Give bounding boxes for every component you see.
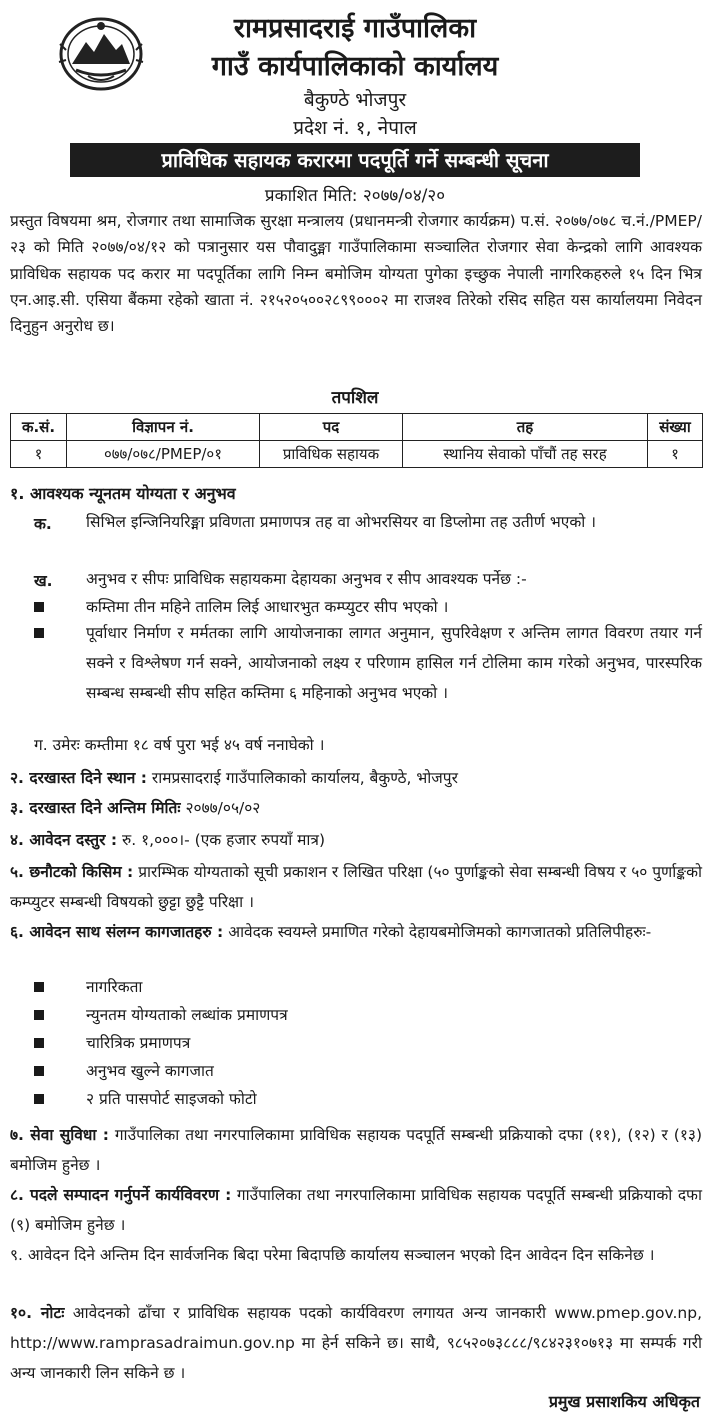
section-10-label: १०. नोटः [10, 1304, 65, 1322]
section-6 [10, 917, 702, 947]
section-1-ka-label: क. [34, 515, 52, 533]
bullet-square-icon [34, 1094, 44, 1104]
office-location: बैकुण्ठे भोजपुर [303, 89, 407, 111]
list-item: नागरिकता [86, 978, 143, 996]
section-8 [10, 1180, 702, 1240]
section-7 [10, 1120, 702, 1180]
bullet-square-icon [34, 602, 44, 612]
section-2-value: रामप्रसादराई गाउँपालिकाको कार्यालय, बैकुण्ठे, भोजपुर [146, 769, 458, 787]
list-item: न्युनतम योग्यताको लब्धांक प्रमाणपत्र [86, 1006, 288, 1024]
bullet-square-icon [34, 1066, 44, 1076]
header-cell-level: तह [403, 414, 648, 441]
list-item: चारित्रिक प्रमाणपत्र [86, 1034, 191, 1052]
section-4-label: ४. आवेदन दस्तुर : [10, 831, 118, 849]
section-7-label: ७. सेवा सुविधा : [10, 1126, 109, 1144]
header-cell-count: संख्या [648, 414, 703, 441]
section-6-value: आवेदक स्वयम्ले प्रमाणित गरेको देहायबमोजिमको कागजातको प्रतिलिपीहरुः- [223, 923, 652, 941]
cell-serial: १ [11, 441, 67, 468]
section-1-bullet-1: कम्तिमा तीन महिने तालिम लिई आधारभुत कम्प्युटर सीप भएको । [86, 598, 449, 616]
section-1-title: १. आवश्यक न्यूनतम योग्यता र अनुभव [10, 484, 236, 503]
section-1-ga: ग. उमेरः कम्तीमा १८ वर्ष पुरा भई ४५ वर्ष ननाघेको । [34, 736, 325, 754]
section-3-label: ३. दरखास्त दिने अन्तिम मितिः [10, 799, 181, 817]
header-cell-serial: क.सं. [11, 414, 67, 441]
section-10-value: आवेदनको ढाँचा र प्राविधिक सहायक पदको कार्यविवरण लगायत अन्य जानकारी www.pmep.gov.np, http://www.ramprasadraimun.gov.np मा हेर्न सकिने छ। साथै, ९८५२०७३८८८/९८४२३१०७१३ मा सम्पर्क गरी अन्य जानकारी लिन सकिने छ । [10, 1304, 702, 1382]
section-1-bullet-2: पूर्वाधार निर्माण र मर्मतका लागि आयोजनाका लागत अनुमान, सुपरिवेक्षण र अन्तिम लागत विवरण तयार गर्न सक्ने र विश्लेषण गर्न सक्ने, आयोजनाको लक्ष्य र परिणाम हासिल गर्न टोलिमा काम गरेको अनुभव, पारस्परिक सम्बन्ध सम्बन्धी सीप सहित कम्तिमा ६ महिनाको अनुभव भएको । [86, 624, 702, 702]
office-province: प्रदेश नं. १, नेपाल [293, 117, 417, 139]
list-item: अनुभव खुल्ने कागजात [86, 1062, 214, 1080]
intro-paragraph: प्रस्तुत विषयमा श्रम, रोजगार तथा सामाजिक सुरक्षा मन्त्रालय (प्रधानमन्त्री रोजगार कार्यक्रम) प.सं. २०७७/०७८ च.नं./PMEP/२३ को मिति २०७७/०४/१२ को पत्रानुसार यस पौवादुङ्मा गाउँपालिकामा सञ्चालित रोजगार सेवा केन्द्रको लागि आवश्यक प्राविधिक सहायक पद करार मा पदपूर्तिका लागि निम्न बमोजिम योग्यता पुगेका इच्छुक नेपाली नागरिकहरुले १५ दिन भित्र एन.आइ.सी. एसिया बैंकमा रहेको खाता नं. २१५२०५००२८९९०००२ मा राजश्व तिरेको रसिद सहित यस कार्यालयमा निवेदन दिनुहुन अनुरोध छ। [10, 212, 702, 336]
table-header-row [11, 414, 703, 441]
vacancy-table [10, 413, 703, 468]
section-7-value: गाउँपालिका तथा नगरपालिकामा प्राविधिक सहायक पदपूर्ति सम्बन्धी प्रक्रियाको दफा (११), (१२) र (१३) बमोजिम हुनेछ । [10, 1126, 702, 1174]
cell-count: १ [648, 441, 703, 468]
section-1-kha-label: ख. [34, 572, 53, 590]
bullet-square-icon [34, 1010, 44, 1020]
section-10 [10, 1298, 702, 1388]
section-6-label: ६. आवेदन साथ संलग्न कागजातहरु : [10, 923, 224, 941]
section-8-value: गाउँपालिका तथा नगरपालिकामा प्राविधिक सहायक पदपूर्ति सम्बन्धी प्रक्रियाको दफा (९) बमोजिम हुनेछ । [10, 1186, 703, 1234]
section-1-ka-text: सिभिल इन्जिनियरिङ्मा प्रविणता प्रमाणपत्र तह वा ओभरसियर वा डिप्लोमा तह उतीर्ण भएको । [86, 513, 597, 531]
section-8-label: ८. पदले सम्पादन गर्नुपर्ने कार्यविवरण : [10, 1186, 232, 1204]
cell-post: प्राविधिक सहायक [260, 441, 403, 468]
list-item: २ प्रति पासपोर्ट साइजको फोटो [86, 1090, 257, 1108]
header-cell-ad-number: विज्ञापन नं. [67, 414, 260, 441]
notice-title: प्राविधिक सहायक करारमा पदपूर्ति गर्ने सम्बन्धी सूचना [70, 143, 640, 177]
section-1-kha-text: अनुभव र सीपः प्राविधिक सहायकमा देहायका अनुभव र सीप आवश्यक पर्नेछ :- [86, 570, 527, 588]
cell-ad-number: ०७७/०७८/PMEP/०१ [67, 441, 260, 468]
published-date: प्रकाशित मिति: २०७७/०४/२० [264, 186, 446, 206]
section-5-value: प्रारम्भिक योग्यताको सूची प्रकाशन र लिखित परिक्षा (५० पुर्णाङ्कको सेवा सम्बन्धी विषय र ५० पुर्णाङ्कको कम्प्युटर सम्बन्धी विषयको छुट्टा छुट्टै परिक्षा । [10, 863, 703, 911]
section-5 [10, 857, 702, 917]
office-name: रामप्रसादराई गाउँपालिका [233, 13, 477, 44]
table-row [11, 441, 703, 468]
header-cell-post: पद [260, 414, 403, 441]
bullet-square-icon [34, 1038, 44, 1048]
section-3-value: २०७७/०५/०२ [180, 799, 261, 817]
section-2 [10, 766, 458, 788]
cell-level: स्थानिय सेवाको पाँचौं तह सरह [403, 441, 648, 468]
signature-title: प्रमुख प्रसाशकिय अधिकृत [548, 1392, 700, 1411]
office-subtitle: गाउँ कार्यपालिकाको कार्यालय [211, 51, 499, 82]
section-5-label: ५. छनौटको किसिम : [10, 863, 134, 881]
bullet-square-icon [34, 628, 44, 638]
section-2-label: २. दरखास्त दिने स्थान : [10, 769, 147, 787]
section-4-value: रु. १,०००।- (एक हजार रुपयाँ मात्र) [117, 831, 326, 849]
section-4 [10, 828, 325, 850]
details-heading: तपशिल [331, 388, 379, 408]
section-3 [10, 796, 260, 818]
bullet-square-icon [34, 982, 44, 992]
section-9: ९. आवेदन दिने अन्तिम दिन सार्वजनिक बिदा परेमा बिदापछि कार्यालय सञ्चालन भएको दिन आवेदन दिन सकिनेछ । [10, 1246, 655, 1264]
